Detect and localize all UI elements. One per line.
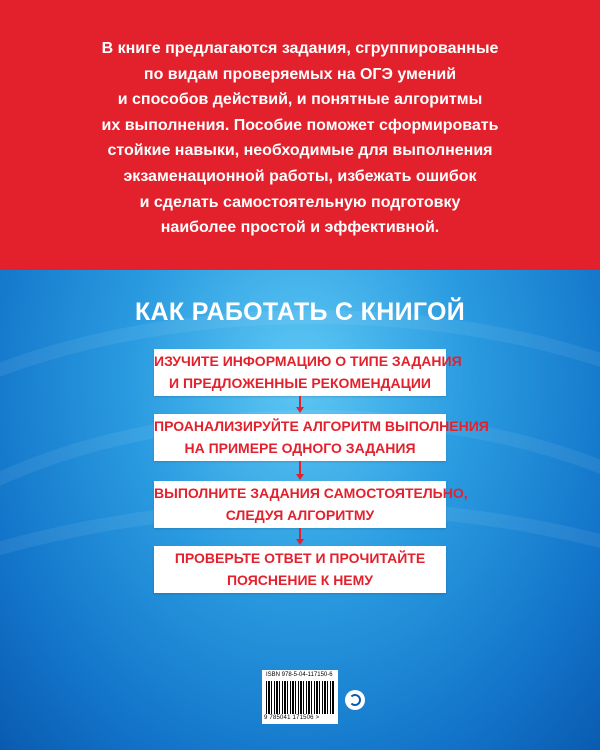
step-2-line-1: ПРОАНАЛИЗИРУЙТЕ АЛГОРИТМ ВЫПОЛНЕНИЯ (154, 418, 489, 434)
description-line: стойкие навыки, необходимые для выполнения (107, 142, 493, 160)
description-line: по видам проверяемых на ОГЭ умений (143, 65, 457, 83)
step-1-line-2: И ПРЕДЛОЖЕННЫЕ РЕКОМЕНДАЦИИ (169, 375, 431, 391)
publisher-logo-mark (349, 694, 361, 706)
step-4-line-2: ПОЯСНЕНИЕ К НЕМУ (226, 572, 374, 588)
step-3-line-1: ВЫПОЛНИТЕ ЗАДАНИЯ САМОСТОЯТЕЛЬНО, (154, 485, 468, 501)
publisher-logo-icon (345, 690, 365, 710)
step-4-line-1: ПРОВЕРЬТЕ ОТВЕТ И ПРОЧИТАЙТЕ (174, 550, 426, 566)
arrow-down-icon (294, 461, 306, 481)
description-text (40, 36, 560, 241)
description-line: и способов действий, и понятные алгоритмы (117, 91, 483, 109)
description-line: экзаменационной работы, избежать ошибок (123, 167, 477, 185)
description-line: их выполнения. Пособие поможет сформировать (101, 116, 499, 134)
step-3-line-2: СЛЕДУЯ АЛГОРИТМУ (225, 507, 375, 523)
step-box-1 (154, 349, 462, 396)
step-2-line-2: НА ПРИМЕРЕ ОДНОГО ЗАДАНИЯ (184, 440, 416, 456)
step-1-line-1: ИЗУЧИТЕ ИНФОРМАЦИЮ О ТИПЕ ЗАДАНИЯ (154, 353, 462, 369)
description-line: и сделать самостоятельную подготовку (139, 193, 461, 211)
isbn-barcode (262, 670, 338, 724)
how-to-heading: КАК РАБОТАТЬ С КНИГОЙ (135, 298, 465, 326)
step-box-3 (154, 481, 468, 528)
step-box-2 (154, 414, 489, 461)
description-line: наиболее простой и эффективной. (160, 219, 440, 237)
step-box-4 (154, 546, 446, 593)
description-line: В книге предлагаются задания, сгруппированные (101, 40, 499, 57)
barcode-digits: 9 785041 171506 > (264, 715, 320, 721)
isbn-number: ISBN 978-5-04-117150-6 (266, 672, 333, 678)
barcode-bars (266, 681, 334, 714)
arrow-down-icon (294, 528, 306, 546)
arrow-down-icon (294, 396, 306, 414)
